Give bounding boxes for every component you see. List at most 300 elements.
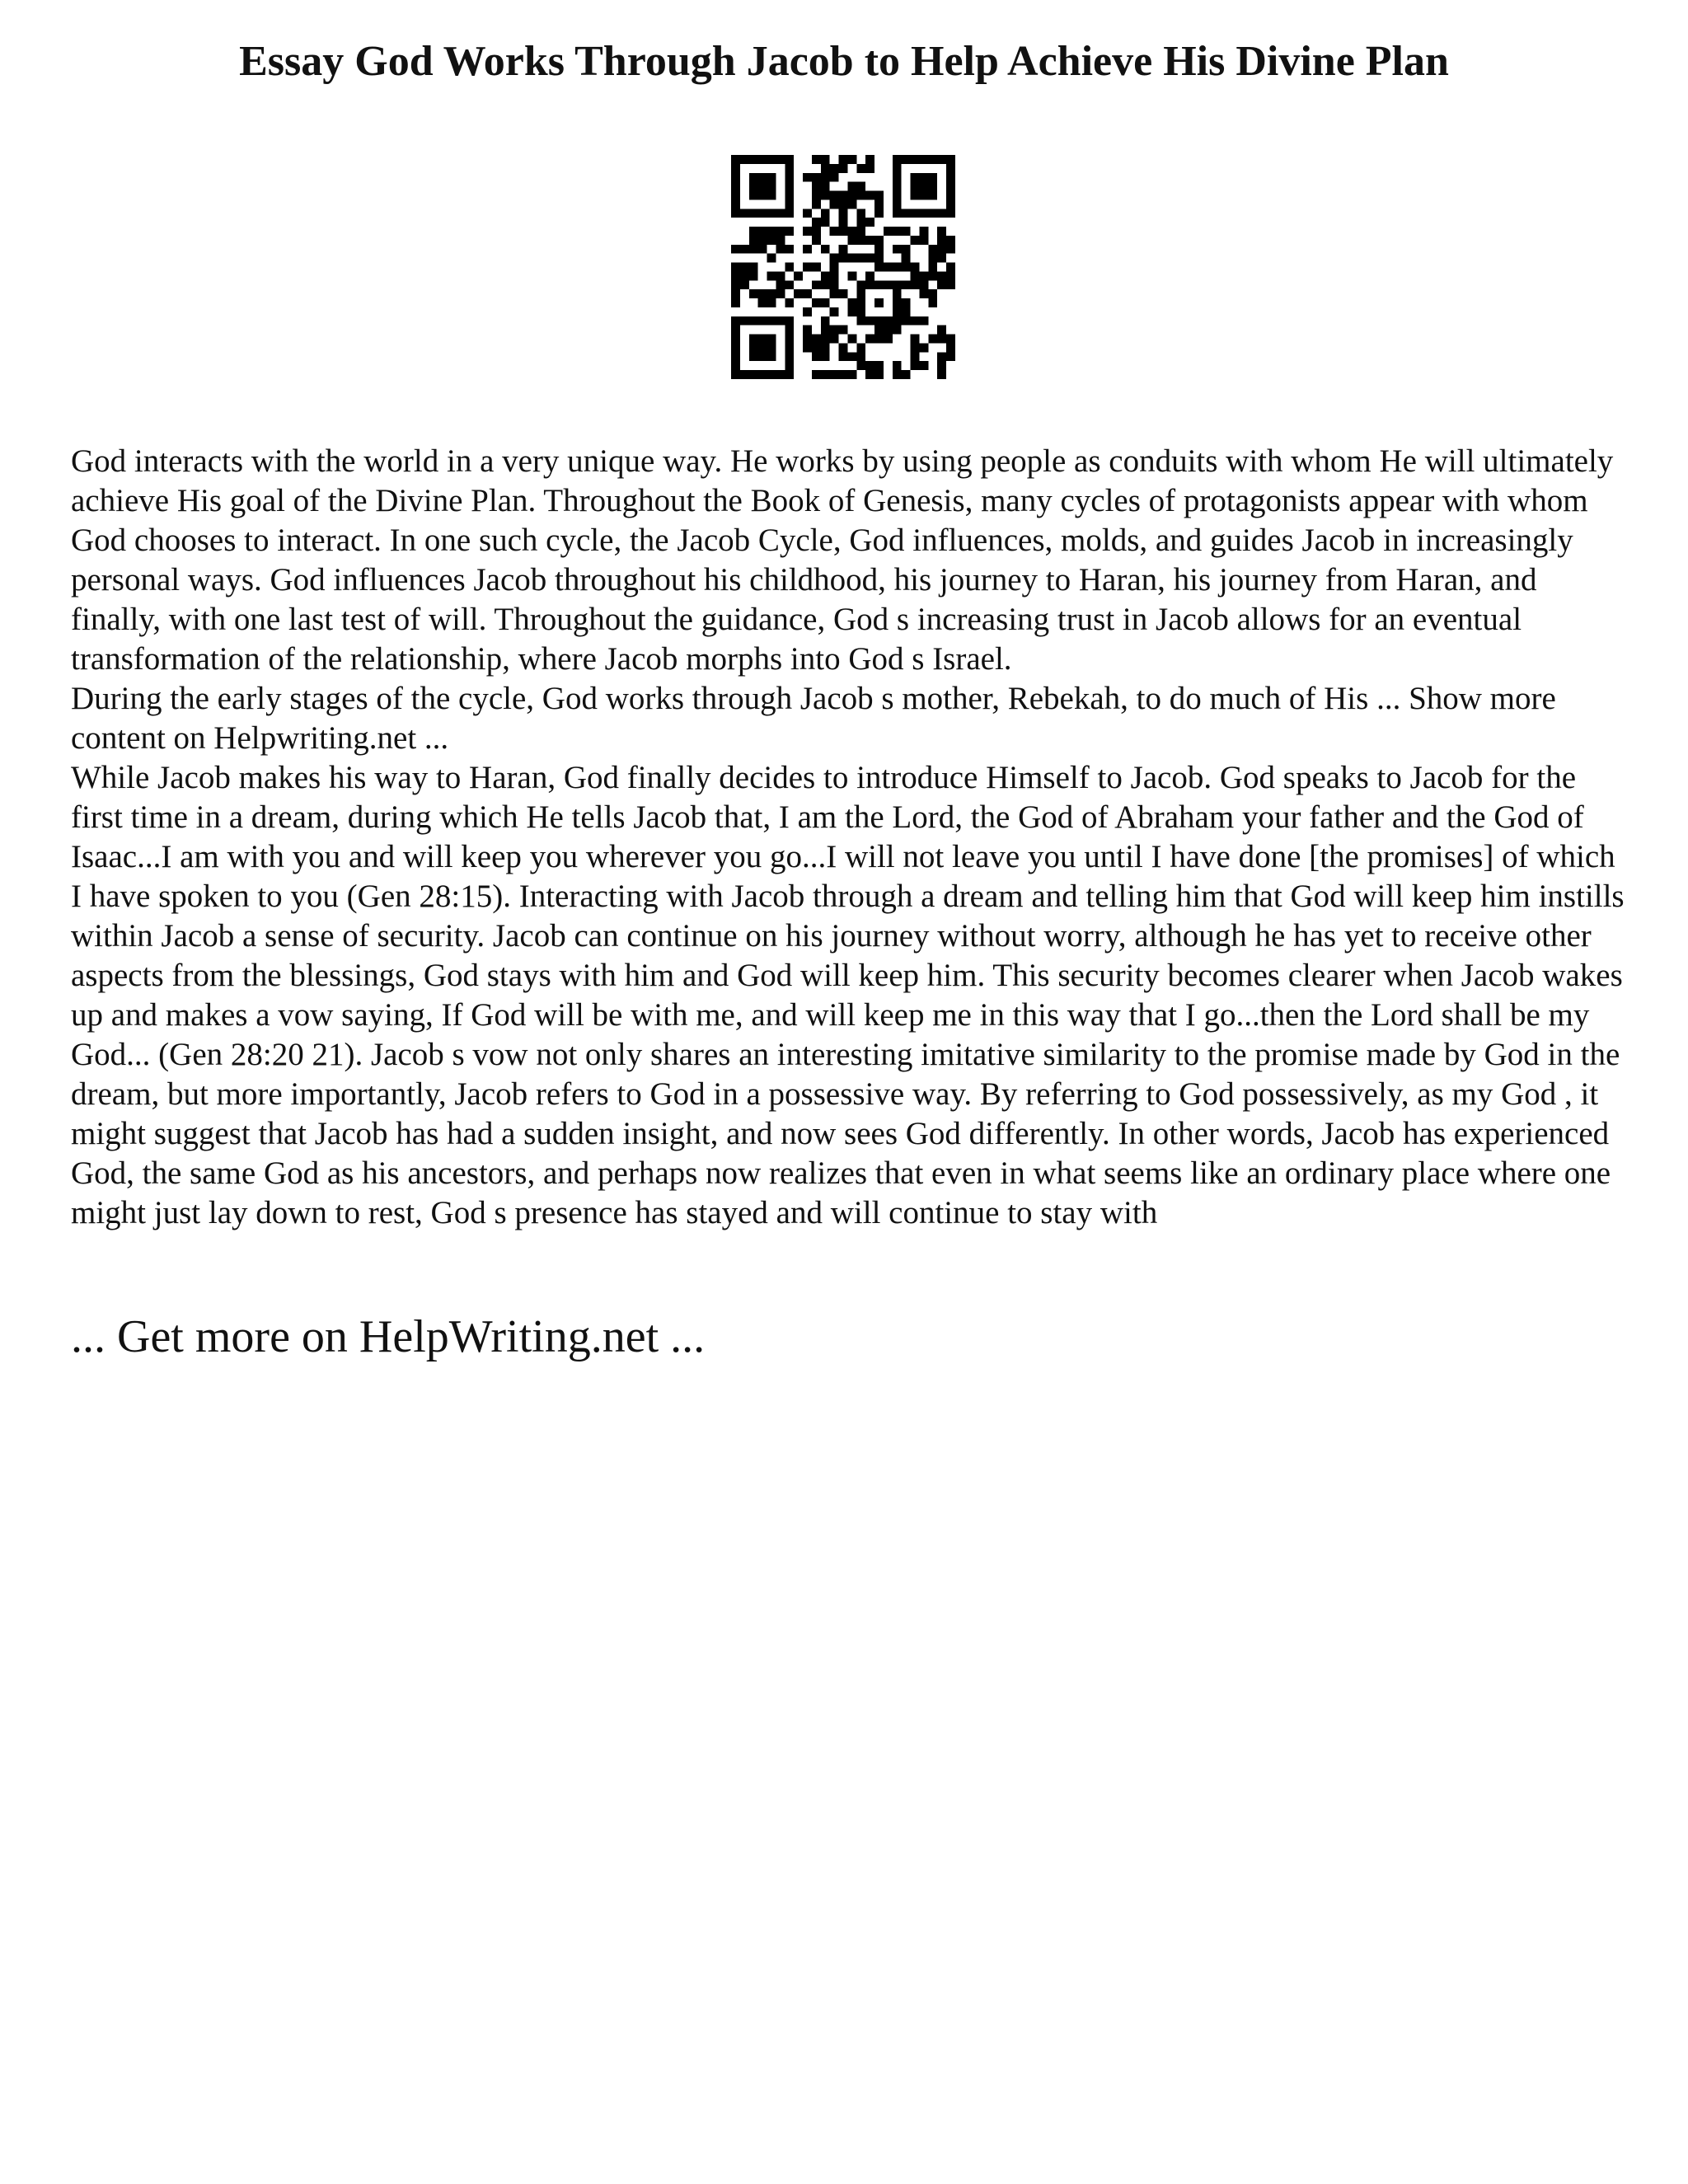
qr-module xyxy=(758,370,767,379)
qr-module xyxy=(919,343,928,352)
qr-module xyxy=(946,191,955,200)
qr-module xyxy=(893,209,902,218)
qr-module xyxy=(946,335,955,344)
qr-module xyxy=(839,227,848,236)
qr-module xyxy=(893,173,902,182)
qr-module xyxy=(776,280,785,289)
qr-module xyxy=(803,343,812,352)
qr-module xyxy=(893,227,902,236)
qr-module xyxy=(821,271,830,280)
qr-module xyxy=(919,191,928,200)
qr-module xyxy=(946,173,955,182)
qr-module xyxy=(874,326,884,335)
qr-module xyxy=(874,245,884,254)
qr-module xyxy=(856,298,865,307)
qr-module xyxy=(937,209,946,218)
qr-module xyxy=(731,298,740,307)
qr-module xyxy=(758,173,767,182)
qr-module xyxy=(767,155,776,164)
qr-module xyxy=(902,254,911,263)
qr-module xyxy=(928,335,937,344)
qr-module xyxy=(749,370,758,379)
qr-module xyxy=(865,370,874,379)
qr-module xyxy=(856,352,865,361)
qr-module xyxy=(776,370,785,379)
qr-module xyxy=(758,182,767,191)
qr-module xyxy=(856,164,865,173)
qr-module xyxy=(785,361,794,370)
qr-module xyxy=(874,254,884,263)
qr-module xyxy=(902,316,911,326)
qr-module xyxy=(856,254,865,263)
qr-module xyxy=(865,335,874,344)
qr-module xyxy=(812,173,821,182)
qr-module xyxy=(767,236,776,245)
qr-module xyxy=(812,227,821,236)
qr-module xyxy=(731,326,740,335)
qr-module xyxy=(893,289,902,298)
document-title: Essay God Works Through Jacob to Help Achieve His Divine Plan xyxy=(239,38,1449,85)
qr-module xyxy=(731,280,740,289)
qr-module xyxy=(821,182,830,191)
qr-module xyxy=(821,209,830,218)
qr-module xyxy=(749,227,758,236)
qr-module xyxy=(821,245,830,254)
qr-module xyxy=(731,361,740,370)
qr-module xyxy=(785,370,794,379)
qr-module xyxy=(874,263,884,272)
qr-module xyxy=(767,352,776,361)
qr-module xyxy=(911,173,920,182)
qr-module xyxy=(785,298,794,307)
qr-module xyxy=(731,191,740,200)
qr-module xyxy=(893,182,902,191)
qr-module xyxy=(785,164,794,173)
qr-module xyxy=(749,191,758,200)
qr-module xyxy=(911,335,920,344)
qr-module xyxy=(919,289,928,298)
qr-module xyxy=(758,343,767,352)
qr-module xyxy=(893,361,902,370)
qr-module xyxy=(821,298,830,307)
qr-module xyxy=(884,316,893,326)
qr-module xyxy=(749,173,758,182)
qr-module xyxy=(821,155,830,164)
qr-module xyxy=(937,326,946,335)
qr-module xyxy=(847,335,856,344)
qr-module xyxy=(731,343,740,352)
qr-module xyxy=(946,155,955,164)
qr-module xyxy=(865,236,874,245)
qr-module xyxy=(830,271,839,280)
qr-module xyxy=(740,245,749,254)
qr-module xyxy=(919,280,928,289)
qr-module xyxy=(946,236,955,245)
qr-module xyxy=(902,307,911,316)
qr-module xyxy=(919,271,928,280)
qr-module xyxy=(776,227,785,236)
qr-module xyxy=(902,298,911,307)
qr-module xyxy=(902,370,911,379)
qr-module xyxy=(812,199,821,209)
qr-module xyxy=(928,298,937,307)
qr-module xyxy=(803,173,812,182)
qr-module xyxy=(749,316,758,326)
qr-module xyxy=(856,361,865,370)
qr-module xyxy=(884,326,893,335)
qr-module xyxy=(884,227,893,236)
qr-module xyxy=(856,236,865,245)
qr-module xyxy=(937,155,946,164)
qr-module xyxy=(731,245,740,254)
qr-module xyxy=(928,155,937,164)
qr-module xyxy=(919,209,928,218)
qr-module xyxy=(821,352,830,361)
qr-module xyxy=(803,227,812,236)
qr-module xyxy=(874,335,884,344)
qr-module xyxy=(776,271,785,280)
qr-module xyxy=(884,263,893,272)
qr-module xyxy=(830,164,839,173)
qr-module xyxy=(740,271,749,280)
qr-module xyxy=(928,182,937,191)
qr-module xyxy=(830,254,839,263)
qr-module xyxy=(911,209,920,218)
qr-module xyxy=(893,326,902,335)
qr-module xyxy=(812,352,821,361)
qr-module xyxy=(821,164,830,173)
qr-module xyxy=(740,263,749,272)
qr-module xyxy=(821,343,830,352)
qr-module xyxy=(911,182,920,191)
qr-module xyxy=(803,289,812,298)
qr-module xyxy=(928,173,937,182)
qr-module xyxy=(785,199,794,209)
qr-module xyxy=(767,271,776,280)
qr-module xyxy=(902,227,911,236)
qr-module xyxy=(785,173,794,182)
qr-module xyxy=(911,263,920,272)
qr-module xyxy=(839,254,848,263)
qr-module xyxy=(758,191,767,200)
qr-module xyxy=(776,289,785,298)
qr-module xyxy=(749,335,758,344)
qr-module xyxy=(937,254,946,263)
qr-module xyxy=(830,326,839,335)
qr-module xyxy=(893,263,902,272)
qr-module xyxy=(946,245,955,254)
qr-module xyxy=(902,209,911,218)
qr-module xyxy=(731,316,740,326)
qr-module xyxy=(740,316,749,326)
qr-module xyxy=(839,326,848,335)
qr-module xyxy=(785,335,794,344)
qr-module xyxy=(928,289,937,298)
qr-module xyxy=(911,352,920,361)
qr-module xyxy=(749,263,758,272)
qr-module xyxy=(731,182,740,191)
qr-module xyxy=(856,227,865,236)
qr-module xyxy=(758,236,767,245)
qr-module xyxy=(803,335,812,344)
qr-module xyxy=(767,254,776,263)
qr-module xyxy=(856,316,865,326)
qr-module xyxy=(785,155,794,164)
qr-code-icon[interactable] xyxy=(731,155,955,379)
qr-module xyxy=(749,236,758,245)
qr-module xyxy=(758,227,767,236)
qr-module xyxy=(776,236,785,245)
qr-module xyxy=(874,361,884,370)
qr-module xyxy=(893,191,902,200)
essay-paragraph: God interacts with the world in a very unique way. He works by using people as conduits with whom He will ultimately achieve His goal of the Divine Plan. Throughout the Book of Genesis, many cycles of protagonists appear with whom God chooses to interact. In one such cycle, the Jacob Cycle, God influences, molds, and guides Jacob in increasingly personal ways. God influences Jacob throughout his childhood, his journey to Haran, his journey from Haran, and finally, with one last test of will. Throughout the guidance, God s increasing trust in Jacob allows for an eventual transformation of the relationship, where Jacob morphs into God s Israel. xyxy=(71,443,1614,677)
qr-module xyxy=(911,316,920,326)
qr-module xyxy=(731,155,740,164)
qr-module xyxy=(812,298,821,307)
qr-module xyxy=(830,289,839,298)
qr-module xyxy=(865,218,874,227)
qr-module xyxy=(758,298,767,307)
qr-module xyxy=(919,316,928,326)
qr-module xyxy=(749,271,758,280)
qr-module xyxy=(946,164,955,173)
qr-module xyxy=(812,155,821,164)
qr-module xyxy=(946,271,955,280)
qr-module xyxy=(919,173,928,182)
qr-module xyxy=(911,155,920,164)
qr-module xyxy=(946,199,955,209)
qr-module xyxy=(821,218,830,227)
get-more-link[interactable]: ... Get more on HelpWriting.net ... xyxy=(71,1311,706,1362)
qr-module xyxy=(821,335,830,344)
qr-module xyxy=(776,316,785,326)
qr-module xyxy=(937,352,946,361)
qr-module xyxy=(758,209,767,218)
qr-module xyxy=(731,199,740,209)
qr-module xyxy=(839,289,848,298)
qr-module xyxy=(865,271,874,280)
qr-module xyxy=(902,155,911,164)
qr-module xyxy=(731,209,740,218)
qr-module xyxy=(893,298,902,307)
qr-module xyxy=(794,271,803,280)
qr-module xyxy=(803,307,812,316)
qr-module xyxy=(830,280,839,289)
qr-module xyxy=(928,271,937,280)
qr-module xyxy=(776,155,785,164)
qr-module xyxy=(874,209,884,218)
qr-module xyxy=(893,245,902,254)
qr-module xyxy=(731,173,740,182)
qr-module xyxy=(812,191,821,200)
qr-module xyxy=(865,191,874,200)
qr-module xyxy=(803,326,812,335)
qr-module xyxy=(731,164,740,173)
qr-module xyxy=(812,218,821,227)
qr-module xyxy=(902,280,911,289)
qr-module xyxy=(767,191,776,200)
qr-module xyxy=(847,227,856,236)
qr-module xyxy=(919,361,928,370)
qr-module xyxy=(830,199,839,209)
qr-module xyxy=(749,289,758,298)
qr-module xyxy=(767,227,776,236)
qr-module xyxy=(785,316,794,326)
qr-module xyxy=(812,182,821,191)
qr-module xyxy=(919,227,928,236)
qr-module xyxy=(865,155,874,164)
qr-module xyxy=(847,191,856,200)
qr-module xyxy=(785,352,794,361)
qr-module xyxy=(847,199,856,209)
qr-module xyxy=(946,209,955,218)
qr-module xyxy=(893,307,902,316)
qr-module xyxy=(893,155,902,164)
qr-module xyxy=(767,316,776,326)
qr-module xyxy=(839,343,848,352)
qr-module xyxy=(884,335,893,344)
qr-module xyxy=(928,245,937,254)
qr-module xyxy=(865,164,874,173)
qr-module xyxy=(856,307,865,316)
qr-module xyxy=(847,352,856,361)
qr-module xyxy=(794,289,803,298)
qr-module xyxy=(911,236,920,245)
qr-module xyxy=(767,298,776,307)
qr-module xyxy=(839,155,848,164)
qr-module xyxy=(758,316,767,326)
qr-module xyxy=(874,236,884,245)
qr-module xyxy=(856,191,865,200)
qr-module xyxy=(821,173,830,182)
qr-module xyxy=(830,173,839,182)
qr-module xyxy=(856,209,865,218)
qr-module xyxy=(856,289,865,298)
qr-module xyxy=(847,271,856,280)
qr-module xyxy=(937,271,946,280)
qr-module xyxy=(911,191,920,200)
qr-module xyxy=(839,209,848,218)
essay-paragraph: While Jacob makes his way to Haran, God finally decides to introduce Himself to Jacob. God speaks to Jacob for the first time in a dream, during which He tells Jacob that, I am the Lord, the God of Abraham your father and the God of Isaac...I am with you and will keep you wherever you go...I will not leave you until I have done [the promises] of which I have spoken to you (Gen 28:15). Interacting with Jacob through a dream and telling him that God will keep him instills within Jacob a sense of security. Jacob can continue on his journey without worry, although he has yet to receive other aspects from the blessings, God stays with him and God will keep him. This security becomes clearer when Jacob wakes up and makes a vow saying, If God will be with me, and will keep me in this way that I go...then the Lord shall be my God... (Gen 28:20 21). Jacob s vow not only shares an interesting imitative similarity to the promise made by God in the dream, but more importantly, Jacob refers to God in a possessive way. By referring to God possessively, as my God , it might suggest that Jacob has had a sudden insight, and now sees God differently. In other words, Jacob has experienced God, the same God as his ancestors, and perhaps now realizes that even in what seems like an ordinary place where one might just lay down to rest, God s presence has stayed and will continue to stay with xyxy=(71,760,1625,1230)
qr-module xyxy=(812,263,821,272)
qr-module xyxy=(847,182,856,191)
qr-module xyxy=(731,263,740,272)
qr-module xyxy=(749,343,758,352)
qr-module xyxy=(865,254,874,263)
qr-module xyxy=(911,280,920,289)
qr-module xyxy=(874,298,884,307)
qr-module xyxy=(847,307,856,316)
qr-module xyxy=(937,245,946,254)
qr-module xyxy=(821,280,830,289)
qr-module xyxy=(874,316,884,326)
qr-module xyxy=(767,343,776,352)
qr-module xyxy=(946,343,955,352)
qr-module xyxy=(884,280,893,289)
qr-module xyxy=(758,335,767,344)
qr-module xyxy=(830,191,839,200)
qr-module xyxy=(812,343,821,352)
qr-module xyxy=(749,155,758,164)
qr-module xyxy=(946,280,955,289)
qr-module xyxy=(812,335,821,344)
qr-module xyxy=(830,370,839,379)
qr-module xyxy=(812,370,821,379)
qr-module xyxy=(749,245,758,254)
qr-module xyxy=(893,316,902,326)
qr-module xyxy=(731,352,740,361)
qr-module xyxy=(856,343,865,352)
qr-module xyxy=(847,254,856,263)
qr-module xyxy=(767,209,776,218)
qr-module xyxy=(731,370,740,379)
qr-module xyxy=(758,245,767,254)
qr-module xyxy=(839,370,848,379)
qr-module xyxy=(740,155,749,164)
qr-module xyxy=(856,218,865,227)
qr-module xyxy=(803,263,812,272)
qr-module xyxy=(758,289,767,298)
qr-module xyxy=(767,173,776,182)
qr-module xyxy=(874,370,884,379)
qr-module xyxy=(865,280,874,289)
qr-module xyxy=(776,245,785,254)
qr-module xyxy=(928,209,937,218)
qr-module xyxy=(731,335,740,344)
qr-module xyxy=(902,263,911,272)
qr-module xyxy=(937,280,946,289)
qr-module xyxy=(902,245,911,254)
qr-module xyxy=(758,352,767,361)
qr-module xyxy=(946,182,955,191)
qr-module xyxy=(821,326,830,335)
qr-module xyxy=(785,209,794,218)
qr-module xyxy=(767,289,776,298)
qr-module xyxy=(821,370,830,379)
qr-module xyxy=(937,361,946,370)
qr-module xyxy=(830,307,839,316)
qr-module xyxy=(865,361,874,370)
qr-module xyxy=(812,236,821,245)
qr-module xyxy=(865,316,874,326)
qr-module xyxy=(812,280,821,289)
qr-module xyxy=(731,289,740,298)
qr-module xyxy=(893,370,902,379)
qr-module xyxy=(767,182,776,191)
qr-module xyxy=(785,191,794,200)
qr-module xyxy=(856,182,865,191)
qr-module xyxy=(830,335,839,344)
qr-module xyxy=(785,280,794,289)
qr-module xyxy=(893,164,902,173)
qr-module xyxy=(874,191,884,200)
qr-module xyxy=(911,361,920,370)
qr-module xyxy=(937,227,946,236)
qr-module xyxy=(937,370,946,379)
qr-module xyxy=(893,280,902,289)
qr-module xyxy=(839,352,848,361)
qr-module xyxy=(767,370,776,379)
qr-module xyxy=(821,316,830,326)
essay-paragraph: During the early stages of the cycle, God works through Jacob s mother, Rebekah, to do much of His ... Show more content on Helpwriting.net ... xyxy=(71,681,1556,756)
qr-module xyxy=(839,218,848,227)
qr-module xyxy=(785,227,794,236)
qr-module xyxy=(803,209,812,218)
qr-module xyxy=(767,335,776,344)
qr-module xyxy=(839,199,848,209)
qr-module xyxy=(928,263,937,272)
qr-module xyxy=(749,182,758,191)
